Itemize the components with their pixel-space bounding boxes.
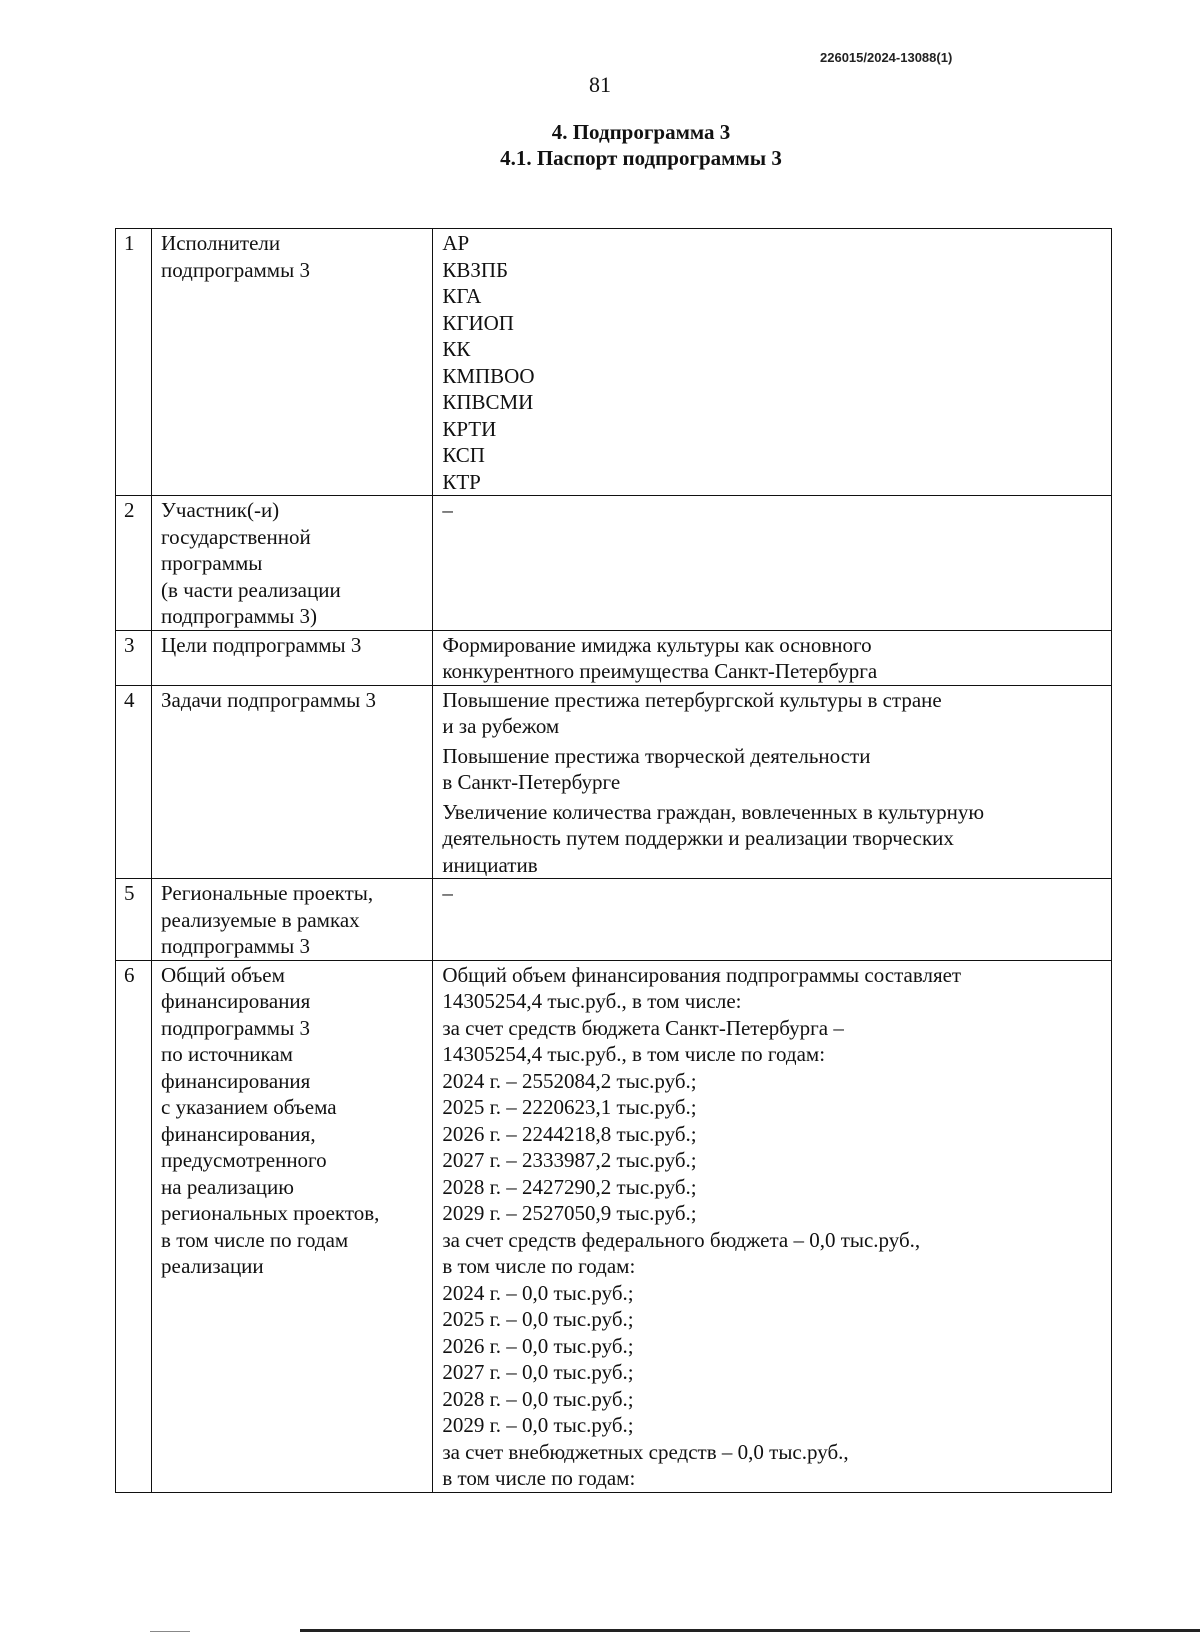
- value-line: в том числе по годам:: [442, 1466, 636, 1490]
- value-line: КГИОП: [442, 310, 514, 335]
- value-line: за счет средств федерального бюджета – 0,0 тыс.руб.,: [442, 1227, 921, 1252]
- value-line: 14305254,4 тыс.руб., в том числе по годам:: [442, 1042, 826, 1066]
- value-line: КГА: [442, 284, 482, 308]
- value-line: и за рубежом: [442, 714, 560, 738]
- value-line: КТР: [442, 469, 481, 494]
- value-line: конкурентного преимущества Санкт-Петербурга: [442, 659, 878, 683]
- value-line: Формирование имиджа культуры как основного: [442, 632, 872, 657]
- value-line: КРТИ: [442, 416, 497, 441]
- row-label-cell: [152, 630, 433, 685]
- label-line: реализуемые в рамках: [161, 907, 360, 932]
- label-line: подпрограммы 3): [161, 604, 317, 628]
- label-line: Региональные проекты,: [161, 881, 374, 905]
- row-value-cell: [433, 879, 1112, 961]
- value-line: –: [442, 881, 453, 905]
- label-line: финансирования: [161, 1068, 311, 1093]
- table-row: [116, 229, 1112, 496]
- value-line: за счет внебюджетных средств – 0,0 тыс.руб.,: [442, 1439, 849, 1464]
- label-line: (в части реализации: [161, 577, 341, 602]
- label-line: в том числе по годам: [161, 1227, 349, 1252]
- value-line: 2026 г. – 2244218,8 тыс.руб.;: [442, 1121, 697, 1146]
- document-id: 226015/2024-13088(1): [820, 50, 953, 65]
- value-line: 2025 г. – 0,0 тыс.руб.;: [442, 1307, 634, 1331]
- value-line: КПВСМИ: [442, 390, 534, 414]
- label-line: программы: [161, 551, 263, 575]
- row-label-cell: [152, 685, 433, 879]
- label-line: финансирования: [161, 989, 311, 1013]
- label-line: Общий объем: [161, 962, 285, 987]
- value-line: КВЗПБ: [442, 257, 509, 282]
- value-line: 2029 г. – 0,0 тыс.руб.;: [442, 1413, 634, 1437]
- value-line: 2027 г. – 2333987,2 тыс.руб.;: [442, 1148, 697, 1172]
- page-number: 81: [589, 72, 611, 97]
- value-line: КСП: [442, 443, 485, 467]
- row-number: 6: [116, 960, 152, 1492]
- label-line: региональных проектов,: [161, 1201, 380, 1225]
- label-line: Исполнители: [161, 231, 281, 255]
- label-line: подпрограммы 3: [161, 1015, 310, 1040]
- label-line: Задачи подпрограммы 3: [161, 687, 377, 712]
- row-label-cell: [152, 496, 433, 631]
- scan-mark: [150, 1631, 190, 1632]
- table-row: [116, 879, 1112, 961]
- value-line: в том числе по годам:: [442, 1254, 636, 1278]
- value-line: 2025 г. – 2220623,1 тыс.руб.;: [442, 1095, 697, 1119]
- label-line: финансирования,: [161, 1121, 316, 1146]
- label-line: предусмотренного: [161, 1148, 327, 1172]
- value-line: 2024 г. – 2552084,2 тыс.руб.;: [442, 1068, 697, 1093]
- row-value-cell: [433, 496, 1112, 631]
- row-value-cell: [433, 229, 1112, 496]
- value-line: КК: [442, 337, 471, 361]
- label-line: подпрограммы 3: [161, 934, 310, 958]
- value-line: 2024 г. – 0,0 тыс.руб.;: [442, 1280, 634, 1305]
- row-number: 4: [116, 685, 152, 879]
- row-value-cell: [433, 685, 1112, 879]
- table-row: [116, 960, 1112, 1492]
- value-line: за счет средств бюджета Санкт-Петербурга –: [442, 1015, 844, 1040]
- value-line: АР: [442, 231, 470, 255]
- label-line: Участник(-и): [161, 498, 280, 522]
- label-line: государственной: [161, 524, 311, 549]
- row-number: 2: [116, 496, 152, 631]
- subsection-heading: 4.1. Паспорт подпрограммы 3: [500, 146, 782, 170]
- value-line: КМПВОО: [442, 363, 535, 388]
- value-line: деятельность путем поддержки и реализации творческих: [442, 826, 954, 850]
- value-line: 2029 г. – 2527050,9 тыс.руб.;: [442, 1201, 697, 1225]
- page-bottom-rule: [300, 1629, 1200, 1632]
- value-line: Повышение престижа петербургской культуры в стране: [442, 687, 942, 712]
- value-line: 14305254,4 тыс.руб., в том числе:: [442, 989, 742, 1013]
- label-line: по источникам: [161, 1042, 293, 1066]
- value-line: в Санкт-Петербурге: [442, 770, 621, 794]
- row-number: 5: [116, 879, 152, 961]
- value-line: 2028 г. – 2427290,2 тыс.руб.;: [442, 1174, 697, 1199]
- row-label-cell: [152, 879, 433, 961]
- label-line: с указанием объема: [161, 1095, 337, 1119]
- row-label-cell: [152, 960, 433, 1492]
- value-line: 2026 г. – 0,0 тыс.руб.;: [442, 1333, 634, 1358]
- label-line: реализации: [161, 1254, 264, 1278]
- value-line: Увеличение количества граждан, вовлеченных в культурную: [442, 799, 985, 824]
- value-line: 2027 г. – 0,0 тыс.руб.;: [442, 1360, 634, 1384]
- label-line: Цели подпрограммы 3: [161, 632, 362, 657]
- label-line: подпрограммы 3: [161, 257, 310, 282]
- table-row: [116, 630, 1112, 685]
- row-value-cell: [433, 960, 1112, 1492]
- table-row: [116, 685, 1112, 879]
- label-line: на реализацию: [161, 1174, 294, 1199]
- row-value-cell: [433, 630, 1112, 685]
- value-line: 2028 г. – 0,0 тыс.руб.;: [442, 1386, 634, 1411]
- table-row: [116, 496, 1112, 631]
- value-line: инициатив: [442, 852, 538, 877]
- row-number: 1: [116, 229, 152, 496]
- row-label-cell: [152, 229, 433, 496]
- value-line: –: [442, 498, 453, 522]
- value-line: Общий объем финансирования подпрограммы составляет: [442, 962, 962, 987]
- value-line: Повышение престижа творческой деятельности: [442, 743, 871, 768]
- passport-table: [115, 228, 1112, 1493]
- section-heading: 4. Подпрограмма 3: [551, 120, 731, 144]
- row-number: 3: [116, 630, 152, 685]
